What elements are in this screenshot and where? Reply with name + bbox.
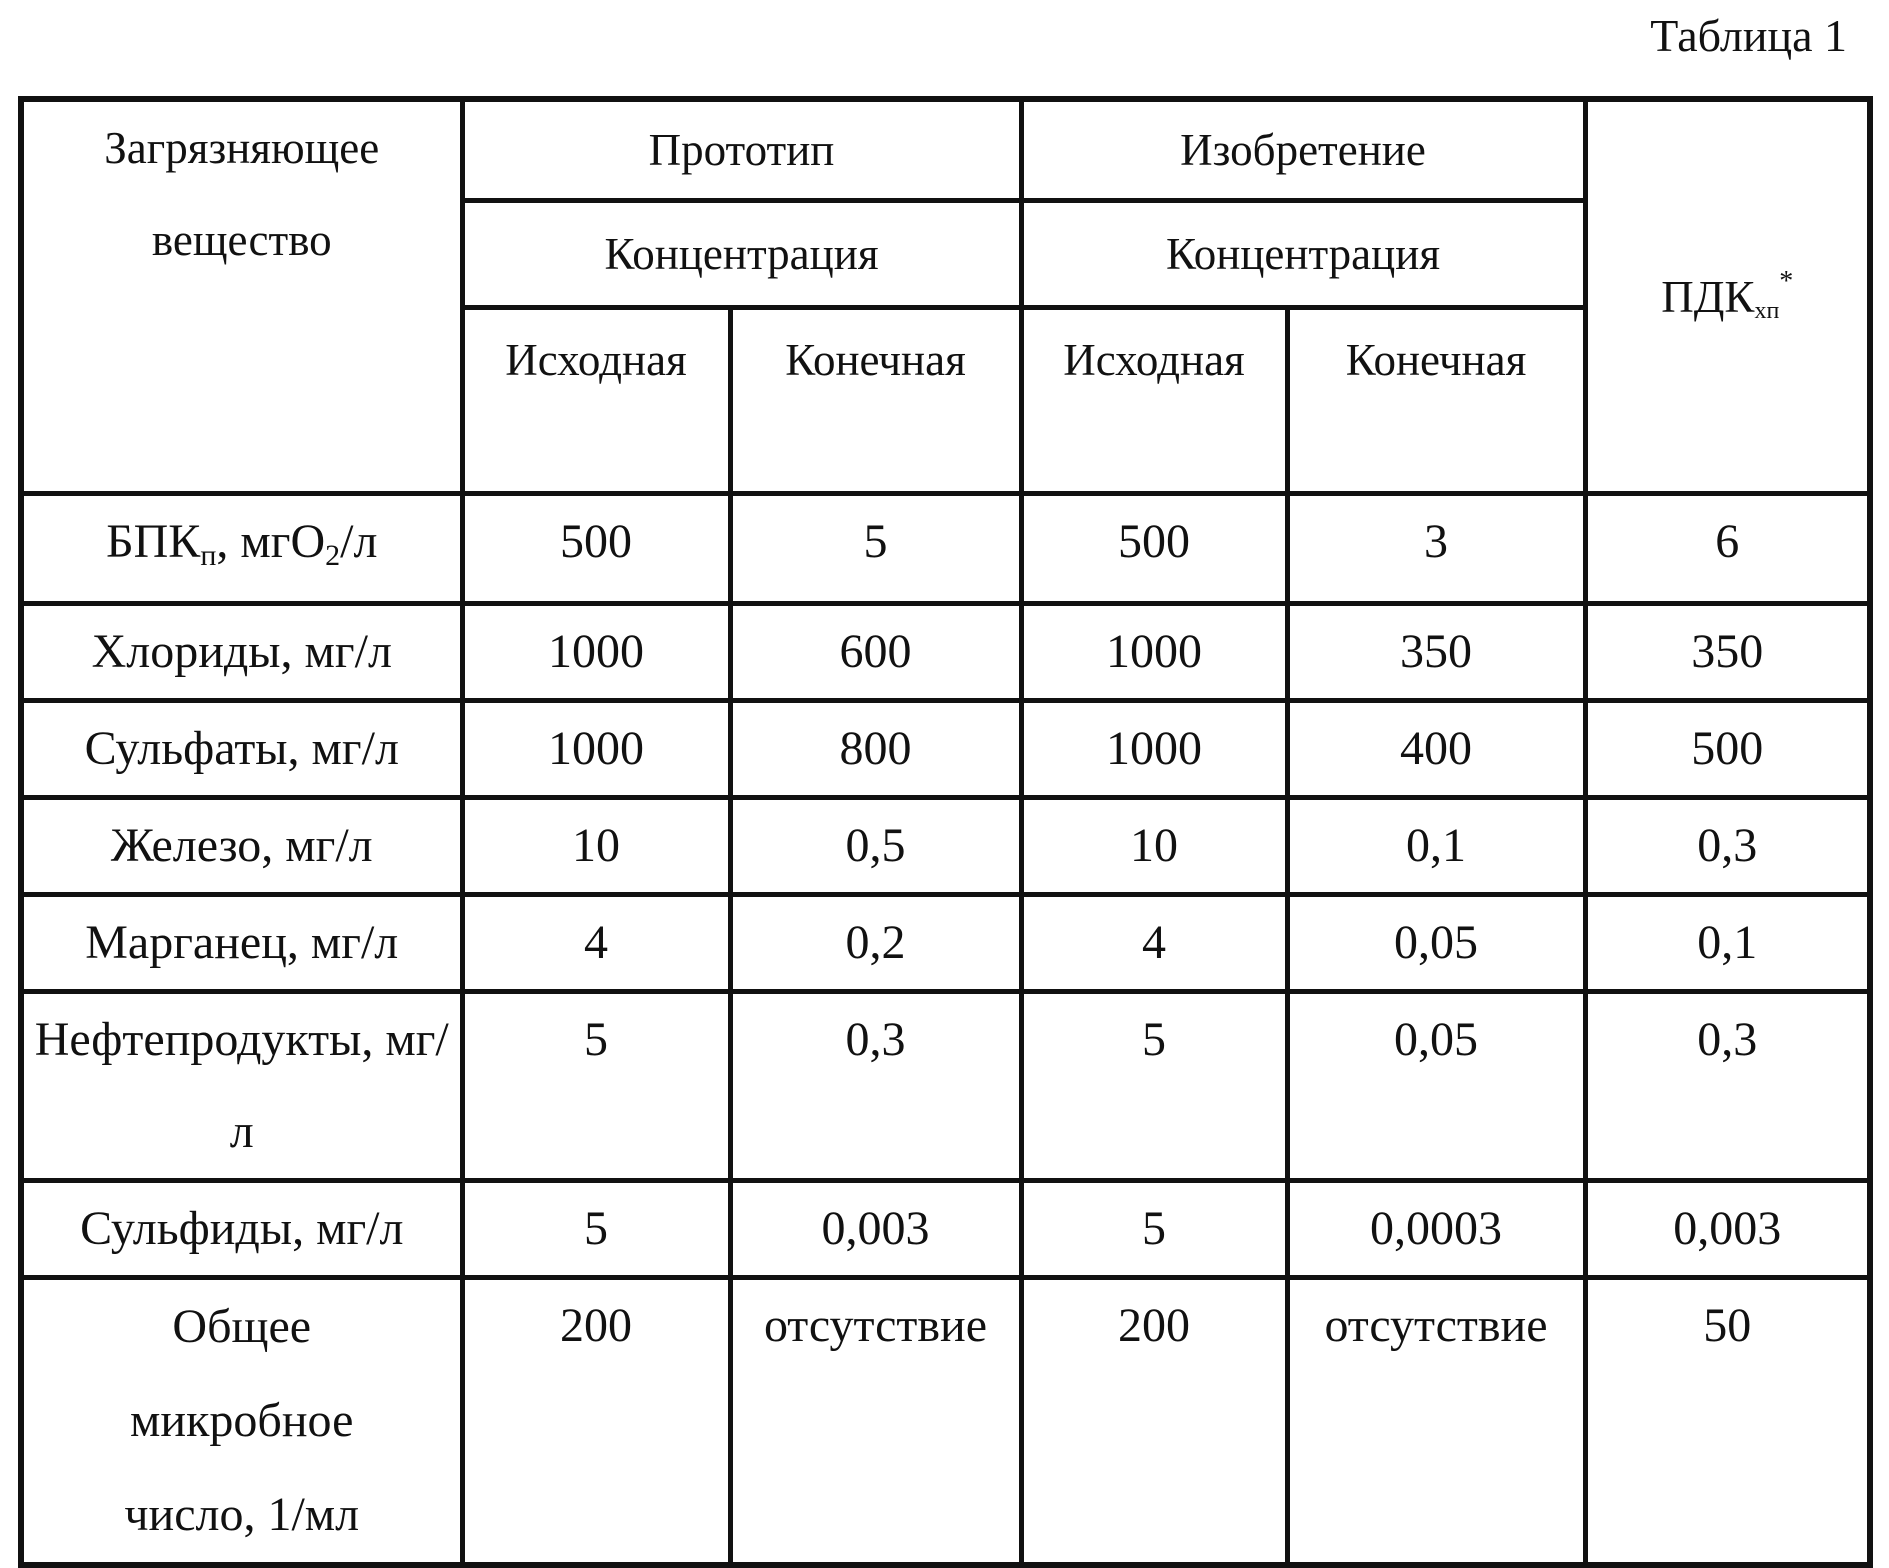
header-pdk-sup: * <box>1779 266 1794 297</box>
cell-proto-final: 0,3 <box>730 992 1021 1181</box>
row-substance-sub: п <box>200 539 217 572</box>
table-row <box>21 798 1870 895</box>
cell-proto-initial: 10 <box>462 798 730 895</box>
cell-proto-final: 0,2 <box>730 895 1021 992</box>
header-pdk-main: ПДК <box>1661 272 1755 322</box>
cell-proto-final: 0,5 <box>730 798 1021 895</box>
cell-pdk: 0,3 <box>1585 798 1870 895</box>
cell-inv-final: 400 <box>1287 701 1585 798</box>
row-substance: Сульфаты, мг/л <box>21 701 462 798</box>
cell-proto-initial: 5 <box>462 1181 730 1278</box>
row-substance: Железо, мг/л <box>21 798 462 895</box>
cell-inv-initial: 5 <box>1021 992 1287 1181</box>
data-table <box>18 96 1873 1568</box>
cell-pdk: 0,003 <box>1585 1181 1870 1278</box>
header-substance: Загрязняющее вещество <box>21 99 462 494</box>
row-substance: Сульфиды, мг/л <box>21 1181 462 1278</box>
cell-inv-final: 0,1 <box>1287 798 1585 895</box>
cell-proto-initial: 200 <box>462 1278 730 1566</box>
cell-proto-final: 800 <box>730 701 1021 798</box>
row-substance-tail: /л <box>340 515 378 568</box>
cell-inv-initial: 1000 <box>1021 604 1287 701</box>
cell-inv-final: отсутствие <box>1287 1278 1585 1566</box>
cell-pdk: 350 <box>1585 604 1870 701</box>
cell-proto-final: 600 <box>730 604 1021 701</box>
cell-inv-final: 350 <box>1287 604 1585 701</box>
table-row <box>21 895 1870 992</box>
table-row <box>21 1278 1870 1566</box>
cell-inv-initial: 200 <box>1021 1278 1287 1566</box>
cell-inv-initial: 4 <box>1021 895 1287 992</box>
table-row <box>21 701 1870 798</box>
header-prototype: Прототип <box>462 99 1021 201</box>
header-initial-invention: Исходная <box>1021 308 1287 494</box>
header-pdk <box>1585 99 1870 494</box>
table-row <box>21 604 1870 701</box>
header-pdk-sub: хп <box>1754 298 1780 324</box>
row-substance-sub2: 2 <box>325 539 341 572</box>
header-invention: Изобретение <box>1021 99 1585 201</box>
cell-inv-final: 3 <box>1287 494 1585 604</box>
header-final-invention: Конечная <box>1287 308 1585 494</box>
row-substance <box>21 494 462 604</box>
cell-proto-initial: 1000 <box>462 701 730 798</box>
cell-proto-final: 5 <box>730 494 1021 604</box>
row-substance: Общее микробное число, 1/мл <box>21 1278 462 1566</box>
table-row <box>21 992 1870 1181</box>
cell-inv-initial: 500 <box>1021 494 1287 604</box>
table-row <box>21 1181 1870 1278</box>
header-final-prototype: Конечная <box>730 308 1021 494</box>
cell-inv-final: 0,05 <box>1287 895 1585 992</box>
row-substance-mid: , мгО <box>216 515 326 568</box>
cell-proto-initial: 1000 <box>462 604 730 701</box>
cell-pdk: 0,1 <box>1585 895 1870 992</box>
row-substance: Марганец, мг/л <box>21 895 462 992</box>
cell-proto-initial: 500 <box>462 494 730 604</box>
cell-proto-final: отсутствие <box>730 1278 1021 1566</box>
row-substance-main: БПК <box>106 515 201 568</box>
table-row <box>21 494 1870 604</box>
header-concentration-invention: Концентрация <box>1021 201 1585 308</box>
row-substance: Хлориды, мг/л <box>21 604 462 701</box>
cell-inv-final: 0,05 <box>1287 992 1585 1181</box>
cell-pdk: 500 <box>1585 701 1870 798</box>
cell-proto-final: 0,003 <box>730 1181 1021 1278</box>
cell-proto-initial: 5 <box>462 992 730 1181</box>
cell-pdk: 0,3 <box>1585 992 1870 1181</box>
table-caption: Таблица 1 <box>1650 10 1847 61</box>
cell-proto-initial: 4 <box>462 895 730 992</box>
header-concentration-prototype: Концентрация <box>462 201 1021 308</box>
header-initial-prototype: Исходная <box>462 308 730 494</box>
header-row-1 <box>21 99 1870 201</box>
cell-inv-initial: 5 <box>1021 1181 1287 1278</box>
cell-inv-final: 0,0003 <box>1287 1181 1585 1278</box>
cell-pdk: 50 <box>1585 1278 1870 1566</box>
row-substance: Нефтепродукты, мг/л <box>21 992 462 1181</box>
cell-inv-initial: 1000 <box>1021 701 1287 798</box>
cell-inv-initial: 10 <box>1021 798 1287 895</box>
cell-pdk: 6 <box>1585 494 1870 604</box>
